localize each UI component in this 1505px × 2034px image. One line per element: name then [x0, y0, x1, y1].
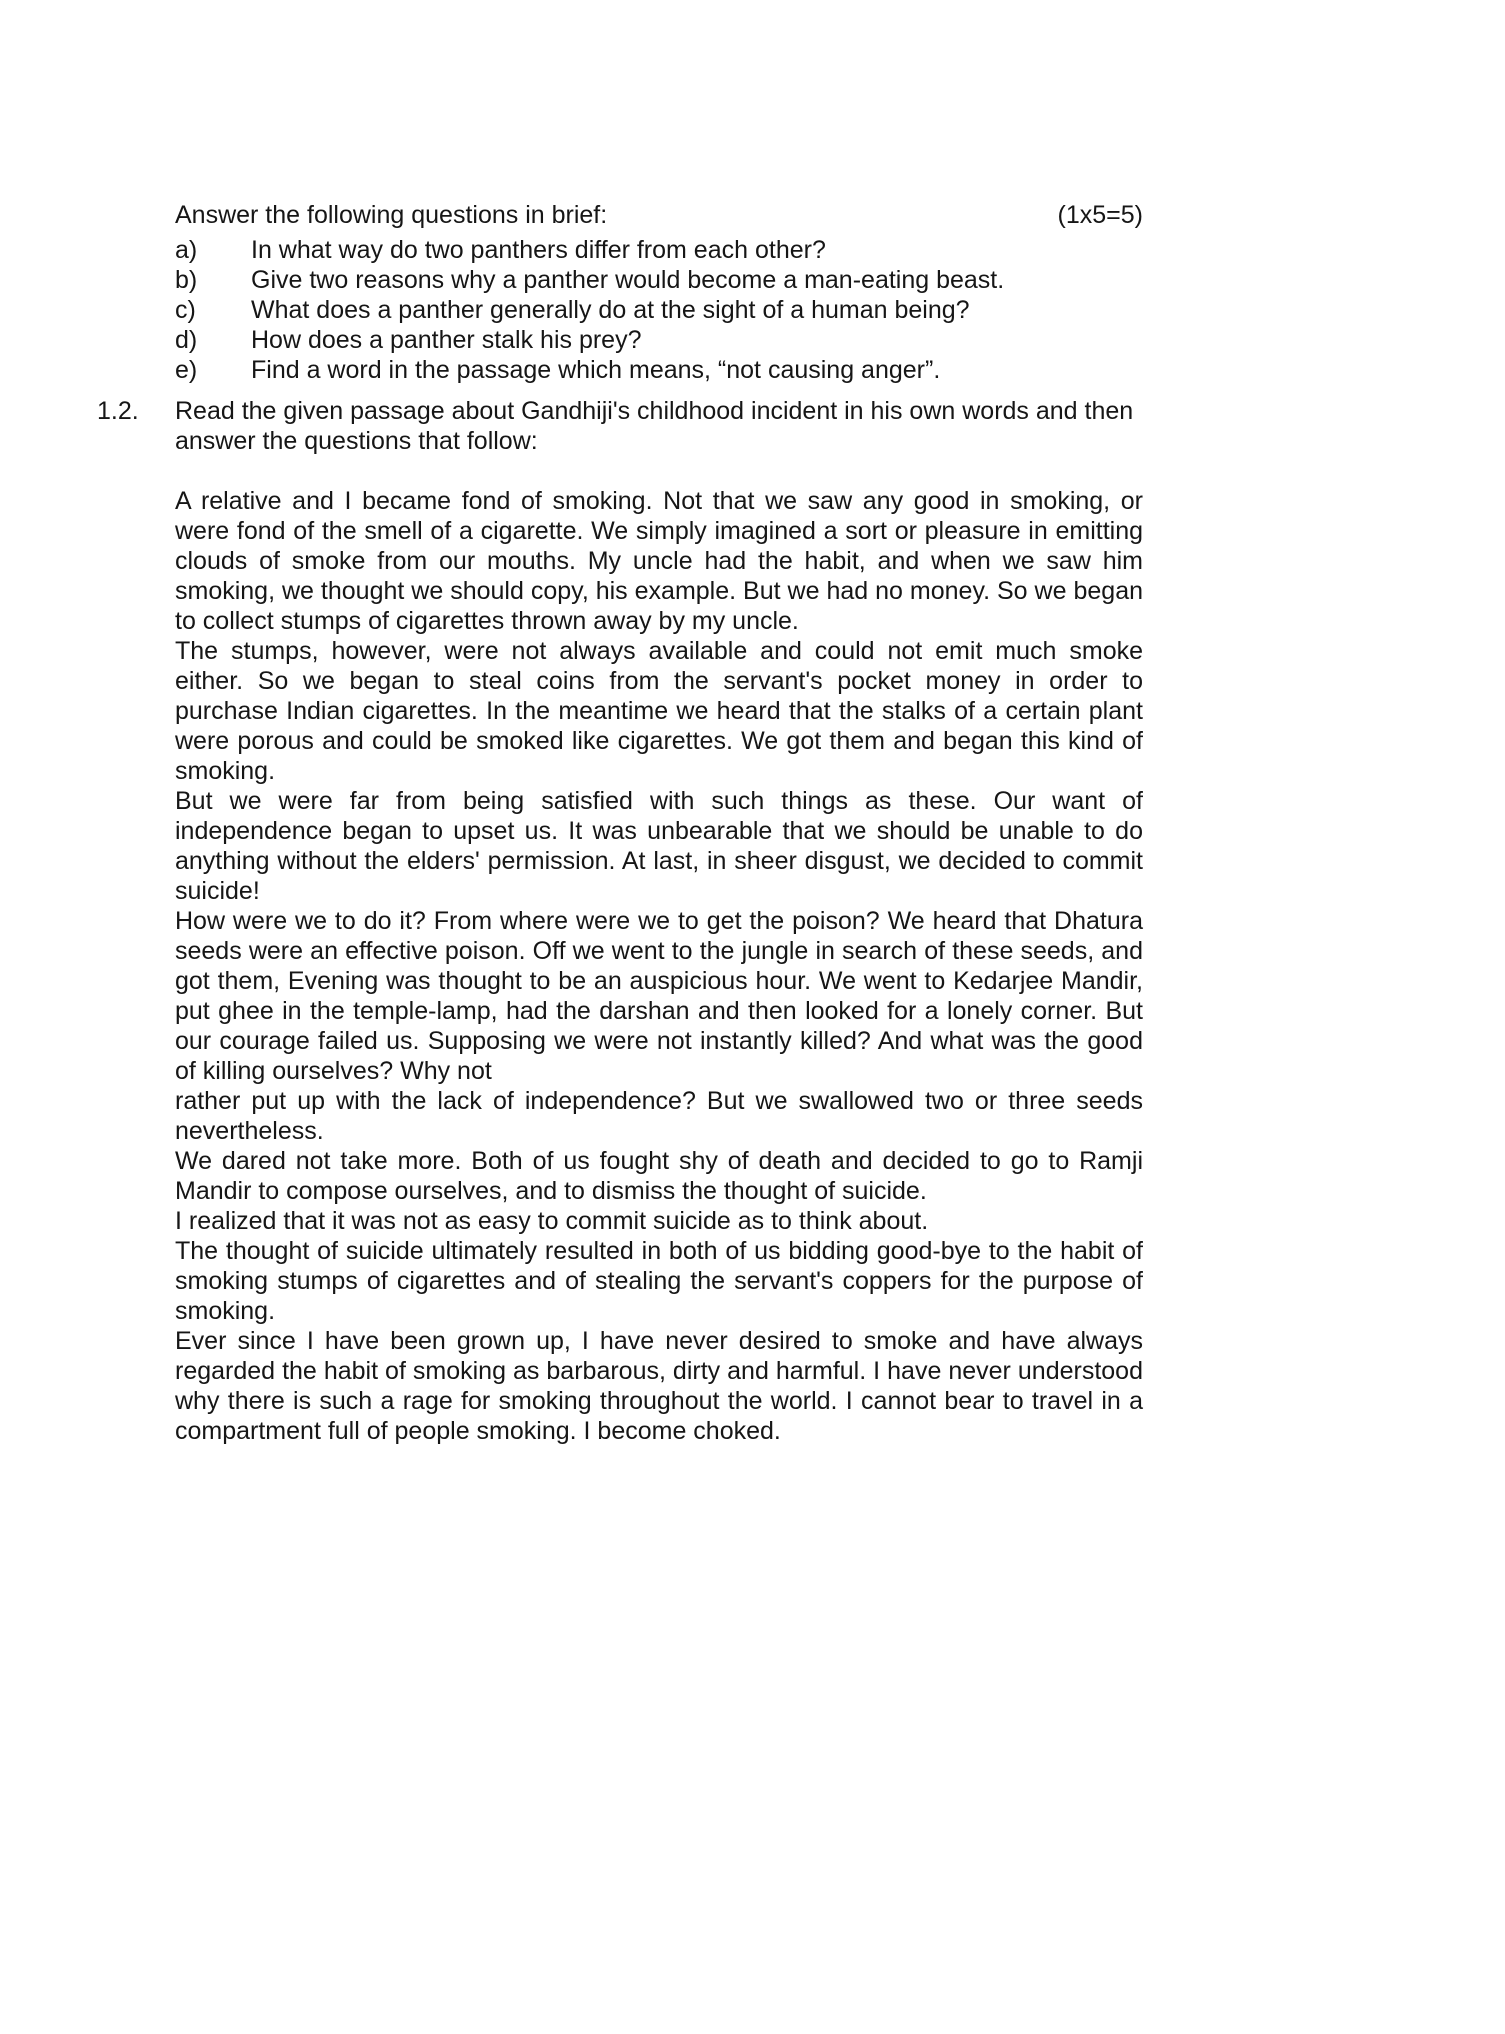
passage-paragraph: rather put up with the lack of independence? But we swallowed two or three seeds nevertheless.	[175, 1087, 1143, 1145]
question-text: What does a panther generally do at the sight of a human being?	[251, 296, 970, 324]
question-text: In what way do two panthers differ from each other?	[251, 236, 826, 264]
question-label: c)	[175, 296, 196, 324]
question-item-e	[175, 355, 1143, 385]
passage-instruction: Read the given passage about Gandhiji's childhood incident in his own words and then answer the questions that follow:	[175, 397, 1134, 455]
passage-paragraph: A relative and I became fond of smoking. Not that we saw any good in smoking, or were fond of the smell of a cigarette. We simply imagined a sort or pleasure in emitting clouds of smoke from our mouths. My uncle had the habit, and when we saw him smoking, we thought we should copy, his example. But we had no money. So we began to collect stumps of cigarettes thrown away by my uncle.	[175, 487, 1143, 635]
question-item-c	[175, 295, 1143, 325]
section-number: 1.2.	[97, 397, 139, 425]
question-label: b)	[175, 266, 198, 294]
question-item-b	[175, 265, 1143, 295]
question-label: d)	[175, 326, 198, 354]
passage-paragraph: Ever since I have been grown up, I have never desired to smoke and have always regarded the habit of smoking as barbarous, dirty and harmful. I have never understood why there is such a rage for smoking throughout the world. I cannot bear to travel in a compartment full of people smoking. I become choked.	[175, 1327, 1143, 1445]
questions-intro-row	[175, 200, 1143, 230]
question-text: Give two reasons why a panther would become a man-eating beast.	[251, 266, 1005, 294]
questions-intro: Answer the following questions in brief:	[175, 201, 608, 229]
passage-paragraph: How were we to do it? From where were we to get the poison? We heard that Dhatura seeds were an effective poison. Off we went to the jungle in search of these seeds, and got them, Evening was thought to be an auspicious hour. We went to Kedarjee Mandir, put ghee in the temple-lamp, had the darshan and then looked for a lonely corner. But our courage failed us. Supposing we were not instantly killed? And what was the good of killing ourselves? Why not	[175, 907, 1143, 1085]
questions-section	[175, 200, 1143, 385]
question-label: e)	[175, 356, 198, 384]
passage-text	[175, 486, 1143, 1446]
passage-paragraph: The stumps, however, were not always available and could not emit much smoke either. So we began to steal coins from the servant's pocket money in order to purchase Indian cigarettes. In the meantime we heard that the stalks of a certain plant were porous and could be smoked like cigarettes. We got them and began this kind of smoking.	[175, 637, 1143, 785]
passage-paragraph: We dared not take more. Both of us fought shy of death and decided to go to Ramji Mandir to compose ourselves, and to dismiss the thought of suicide.	[175, 1147, 1143, 1205]
question-text: How does a panther stalk his prey?	[251, 326, 642, 354]
question-item-d	[175, 325, 1143, 355]
question-label: a)	[175, 236, 198, 264]
passage-paragraph: I realized that it was not as easy to commit suicide as to think about.	[175, 1207, 929, 1235]
marks-label: (1x5=5)	[1057, 201, 1143, 229]
passage-section	[97, 396, 1505, 1446]
question-item-a	[175, 235, 1143, 265]
passage-paragraph: The thought of suicide ultimately resulted in both of us bidding good-bye to the habit of smoking stumps of cigarettes and of stealing the servant's coppers for the purpose of smoking.	[175, 1237, 1143, 1325]
passage-body	[175, 396, 1143, 1446]
question-list	[175, 235, 1143, 385]
passage-paragraph: But we were far from being satisfied with such things as these. Our want of independence began to upset us. It was unbearable that we should be unable to do anything without the elders' permission. At last, in sheer disgust, we decided to commit suicide!	[175, 787, 1143, 905]
question-text: Find a word in the passage which means, “not causing anger”.	[251, 356, 941, 384]
